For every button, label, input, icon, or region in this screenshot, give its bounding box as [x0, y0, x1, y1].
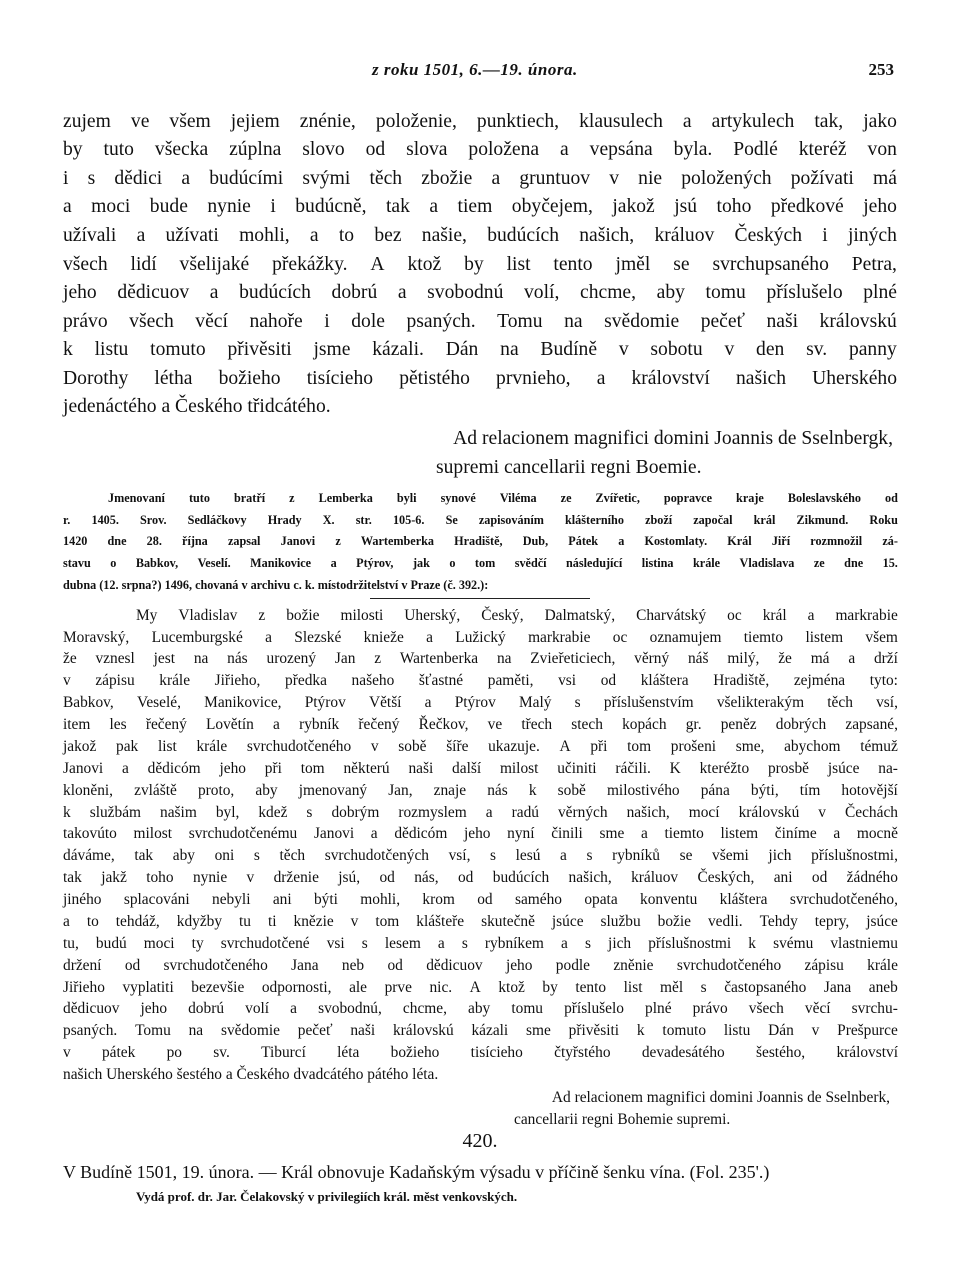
charter-line: že vznesl jest na nás urozený Jan z Wartenberka na Zvieřeticiech, věrný náš milý, že má a drží — [63, 650, 898, 667]
text-line: jedenáctého a Českého třidcátého. — [63, 396, 331, 417]
charter-line: držení od svrchudotčeného Jana neb od dědicuov jeho podle zněnie svrchudotčeného zápisu krále — [63, 957, 898, 974]
charter-line: psaných. Tomu na svědomie pečeť naši královskú kázali sme přivěsiti k tomuto listu Dán v Prešpurce — [63, 1022, 898, 1039]
footnote-line: dubna (12. srpna?) 1496, chovaná v archivu c. k. místodržitelství v Praze (č. 392.): — [63, 578, 489, 592]
text-line: užívali a užívati mohli, a to bez našie, budúcích našich, králuov Českých i jiných — [63, 225, 897, 246]
charter-relation-line: Ad relacionem magnifici domini Joannis de Sselnberk, — [551, 1089, 890, 1106]
text-line: jeho dědicuov a budúcích dobrú a svobodnú volí, chcme, aby tomu příslušelo plné — [63, 282, 897, 303]
relation-line: Ad relacionem magnifici domini Joannis de Sselnbergk, — [453, 428, 893, 449]
text-line: zujem ve všem jejiem znénie, položenie, punktiech, klausulech a artykulech tak, jako — [63, 111, 897, 132]
charter-line: a to tehdáž, kdyžby tu ti knězie v tom klášteře skutečně jsúce službu božie vedli. Tehdy tepry, jsúce — [63, 913, 898, 930]
charter-line: kloněni, zvláště proto, aby jmenovaný Jan, znaje nás k sobě milostivého pána býti, tím hotovější — [63, 782, 898, 799]
footnote-line: Jmenovaní tuto bratří z Lemberka byli synové Viléma ze Zvířetic, popravce kraje Boleslavského od — [108, 491, 898, 505]
edition-note: Vydá prof. dr. Jar. Čelakovský v privilegiích král. měst venkovských. — [136, 1189, 518, 1204]
charter-line: tu, budú moci ty svrchudotčené vsi s lesem a s rybníkem a s jich příslušnostmi k svému vlastniemu — [63, 935, 898, 952]
footnote-line: 1420 dne 28. října zapsal Janovi z Wartemberka Hradiště, Dub, Pátek a Kostomlaty. Král Jiří rozmnožil zá- — [63, 534, 898, 548]
charter-line: Babkov, Veselé, Manikovice, Ptýrov Větší a Ptýrov Malý s příslušenstvím všelikterakým těch vsí, — [63, 694, 898, 711]
charter-line: dědicuov jeho dobrú volí a svobodnú, chcme, aby tomu příslušelo plné právo všech věcí svrchu- — [63, 1000, 898, 1017]
relation-line: supremi cancellarii regni Boemie. — [436, 457, 702, 478]
charter-line: v zápisu krále Jiřieho, předka našeho šťastné paměti, vsi od kláštera Hradiště, zejména tyto: — [63, 672, 898, 689]
text-line: všech lidí všelijaké překážky. A ktož by list tento jměl se svrchupsaného Petra, — [63, 254, 897, 275]
page-number: 253 — [868, 60, 894, 79]
text-line: a moci bude nynie i budúcně, tak a tiem obyčejem, jakož jsú toho předkové jeho — [63, 196, 897, 217]
running-header — [0, 56, 960, 86]
charter-line: Janovi a dědicóm jeho při tom některú naši další milost učiniti ráčili. K kteréžto prosbě jsúce na- — [63, 760, 898, 777]
text-line: právo všech věcí nahoře i dole psaných. Tomu na svědomie pečeť naši královskú — [63, 311, 897, 332]
separator-rule — [370, 598, 590, 599]
charter-line: našich Uherského šestého a Českého dvadcátého pátého léta. — [63, 1066, 439, 1083]
text-line: k listu tomuto přivěsiti jsme kázali. Dán na Budíně v sobotu v den sv. panny — [63, 339, 897, 360]
charter-line: jiného splacováni nebyli ani býti mohli, krom od samého opata konventu kláštera svrchudotčeného, — [63, 891, 898, 908]
document-heading: V Budíně 1501, 19. února. — Král obnovuje Kadaňským výsadu v příčině šenku vína. (Fol. 235'.) — [63, 1162, 770, 1182]
charter-relation-line: cancellarii regni Bohemie supremi. — [514, 1111, 731, 1128]
charter-line: My Vladislav z božie milosti Uherský, Český, Dalmatský, Charvátský oc král a markrabie — [136, 607, 898, 624]
charter-line: k službám našim byl, kdež s dobrým rozmyslem a radú věrných našich, mocí královskú v Čechách — [63, 804, 898, 821]
text-line: by tuto všecka zúplna slovo od slova položena a vepsána byla. Podlé kteréž von — [63, 139, 897, 160]
charter-line: takovúto milost svrchudotčenému Janovi a dědicóm jeho nyní činili sme a tiemto listem činíme a mocně — [63, 825, 898, 842]
charter-line: tak jakž toho nynie v drženie jsú, od nás, od budúcích našich, králuov Českých, ani od žádného — [63, 869, 898, 886]
text-line: i s dědici a budúcími svými těch zbožie a gruntuov v nie položených požívati má — [63, 168, 897, 189]
footnote-line: r. 1405. Srov. Sedláčkovy Hrady X. str. 105-6. Se zapisováním klášterního zboží započal král Zikmund. Roku — [63, 513, 898, 527]
charter-line: item les řečený Lovětín a rybník řečený Řečkov, ve třech stech kopách gr. peněz dobrých zapsané, — [63, 716, 898, 733]
footnote-line: stavu o Babkov, Veselí. Manikovice a Ptýrov, jak o tom svědčí následující listina krále Vladislava ze dne 15. — [63, 556, 898, 570]
text-line: Dorothy létha božieho tisícieho pětistého prvnieho, a království našich Uherského — [63, 368, 897, 389]
document-number: 420. — [462, 1130, 498, 1152]
charter-line: v pátek po sv. Tiburcí léta božieho tisícieho čtyřstého devadesátého šestého, království — [63, 1044, 898, 1061]
charter-line: Jiřieho vyplatiti bezevšie odpornosti, ale prve nic. A ktož by tento list měl s častopsaného Jana aneb — [63, 979, 898, 996]
charter-line: jakož pak list krále svrchudotčeného v sobě šíře ukazuje. A při tom prošeni sme, abychom témuž — [63, 738, 898, 755]
charter-line: dáváme, tak aby oni s těch svrchudotčených vsí, s lesú a s rybníků se všemi jich příslušnostmi, — [63, 847, 898, 864]
running-title: z roku 1501, 6.—19. února. — [372, 60, 578, 79]
charter-line: Moravský, Lucemburgské a Slezské knieže a Lužický markrabie oc oznamujem tiemto listem všem — [63, 629, 898, 646]
